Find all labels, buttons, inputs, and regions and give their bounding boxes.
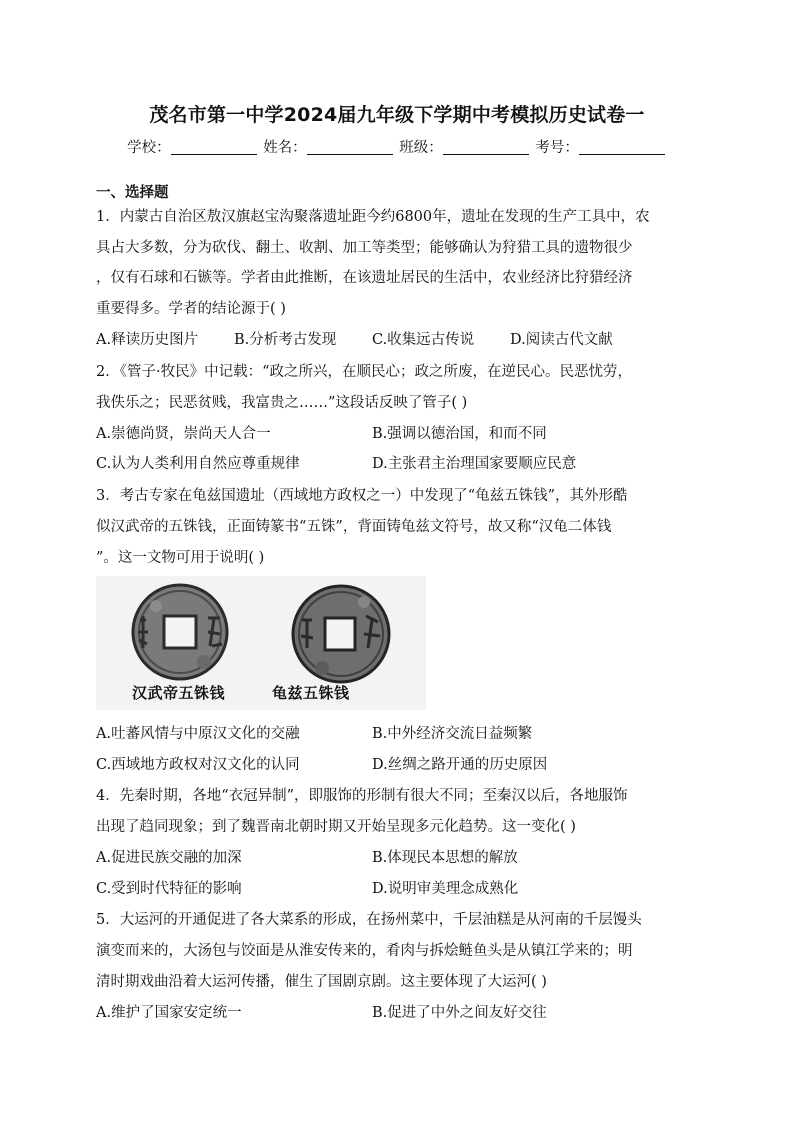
q1-line-4: 重要得多。学者的结论源于( )	[96, 301, 286, 317]
q3-option-a[interactable]: A.吐蕃风情与中原汉文化的交融	[96, 726, 300, 742]
q2-option-a[interactable]: A.崇德尚贤，崇尚天人合一	[96, 426, 271, 442]
q4-option-d[interactable]: D.说明审美理念成熟化	[372, 881, 519, 897]
q2-option-b[interactable]: B.强调以德治国，和而不同	[372, 426, 547, 442]
q3-line-1: 3．考古专家在龟兹国遗址（西域地方政权之一）中发现了“龟兹五铢钱”，其外形酷	[96, 488, 628, 504]
q4-line-2: 出现了趋同现象；到了魏晋南北朝时期又开始呈现多元化趋势。这一变化( )	[96, 819, 576, 835]
school-blank[interactable]	[171, 140, 257, 155]
q5-option-b[interactable]: B.促进了中外之间友好交往	[372, 1005, 547, 1021]
q5-line-3: 清时期戏曲沿着大运河传播，催生了国剧京剧。这主要体现了大运河( )	[96, 974, 547, 990]
class-label: 班级：	[399, 140, 443, 156]
q3-line-3: ”。这一文物可用于说明( )	[96, 550, 265, 566]
q5-option-a[interactable]: A.维护了国家安定统一	[96, 1005, 242, 1021]
class-blank[interactable]	[443, 140, 529, 155]
qiuci-coin-icon	[293, 586, 389, 682]
q3-option-c[interactable]: C.西域地方政权对汉文化的认同	[96, 757, 300, 773]
q2-option-d[interactable]: D.主张君主治理国家要顺应民意	[372, 456, 577, 472]
exam-title: 茂名市第一中学2024届九年级下学期中考模拟历史试卷一	[149, 104, 645, 126]
name-label: 姓名：	[263, 140, 307, 156]
q5-line-2: 演变而来的，大汤包与饺面是从淮安传来的，肴肉与拆烩鲢鱼头是从镇江学来的；明	[96, 943, 633, 959]
exam-number-label: 考号：	[535, 140, 579, 156]
q2-line-1: 2．《管子·牧民》中记载：“政之所兴，在顺民心；政之所废，在逆民心。民恶忧劳，	[96, 364, 632, 380]
q1-line-2: 具占大多数，分为砍伐、翻土、收割、加工等类型；能够确认为狩猎工具的遗物很少	[96, 240, 633, 256]
student-info-line	[0, 136, 794, 157]
q1-line-1: 1．内蒙古自治区敖汉旗赵宝沟聚落遗址距今约6800年，遗址在发现的生产工具中，农	[96, 209, 650, 225]
exam-number-blank[interactable]	[579, 140, 665, 155]
q5-line-1: 5．大运河的开通促进了各大菜系的形成，在扬州菜中，千层油糕是从河南的千层馒头	[96, 912, 642, 928]
q4-option-b[interactable]: B.体现民本思想的解放	[372, 850, 518, 866]
name-blank[interactable]	[307, 140, 393, 155]
coins-image	[96, 576, 426, 710]
han-wudi-coin-icon	[133, 585, 227, 679]
q4-option-a[interactable]: A.促进民族交融的加深	[96, 850, 242, 866]
q3-option-b[interactable]: B.中外经济交流日益频繁	[372, 726, 533, 742]
qiuci-coin-caption: 龟兹五铢钱	[272, 684, 350, 702]
q3-line-2: 似汉武帝的五铢钱，正面铸篆书“五铢”，背面铸龟兹文符号，故又称“汉龟二体钱	[96, 519, 612, 535]
q1-line-3: ，仅有石球和石镞等。学者由此推断，在该遗址居民的生活中，农业经济比狩猎经济	[96, 270, 633, 286]
q1-option-b[interactable]: B.分析考古发现	[234, 332, 337, 348]
q4-line-1: 4．先秦时期，各地“衣冠异制”，即服饰的形制有很大不同；至秦汉以后，各地服饰	[96, 788, 628, 804]
q2-line-2: 我佚乐之；民恶贫贱，我富贵之……”这段话反映了管子( )	[96, 395, 468, 411]
q3-option-d[interactable]: D.丝绸之路开通的历史原因	[372, 757, 548, 773]
q1-option-a[interactable]: A.释读历史图片	[96, 332, 199, 348]
school-label: 学校：	[127, 140, 171, 156]
q1-option-c[interactable]: C.收集远古传说	[372, 332, 475, 348]
q1-option-d[interactable]: D.阅读古代文献	[510, 332, 613, 348]
q2-option-c[interactable]: C.认为人类利用自然应尊重规律	[96, 456, 300, 472]
han-wudi-coin-caption: 汉武帝五铢钱	[132, 684, 226, 702]
section-title: 一、选择题	[96, 185, 169, 201]
q4-option-c[interactable]: C.受到时代特征的影响	[96, 881, 242, 897]
